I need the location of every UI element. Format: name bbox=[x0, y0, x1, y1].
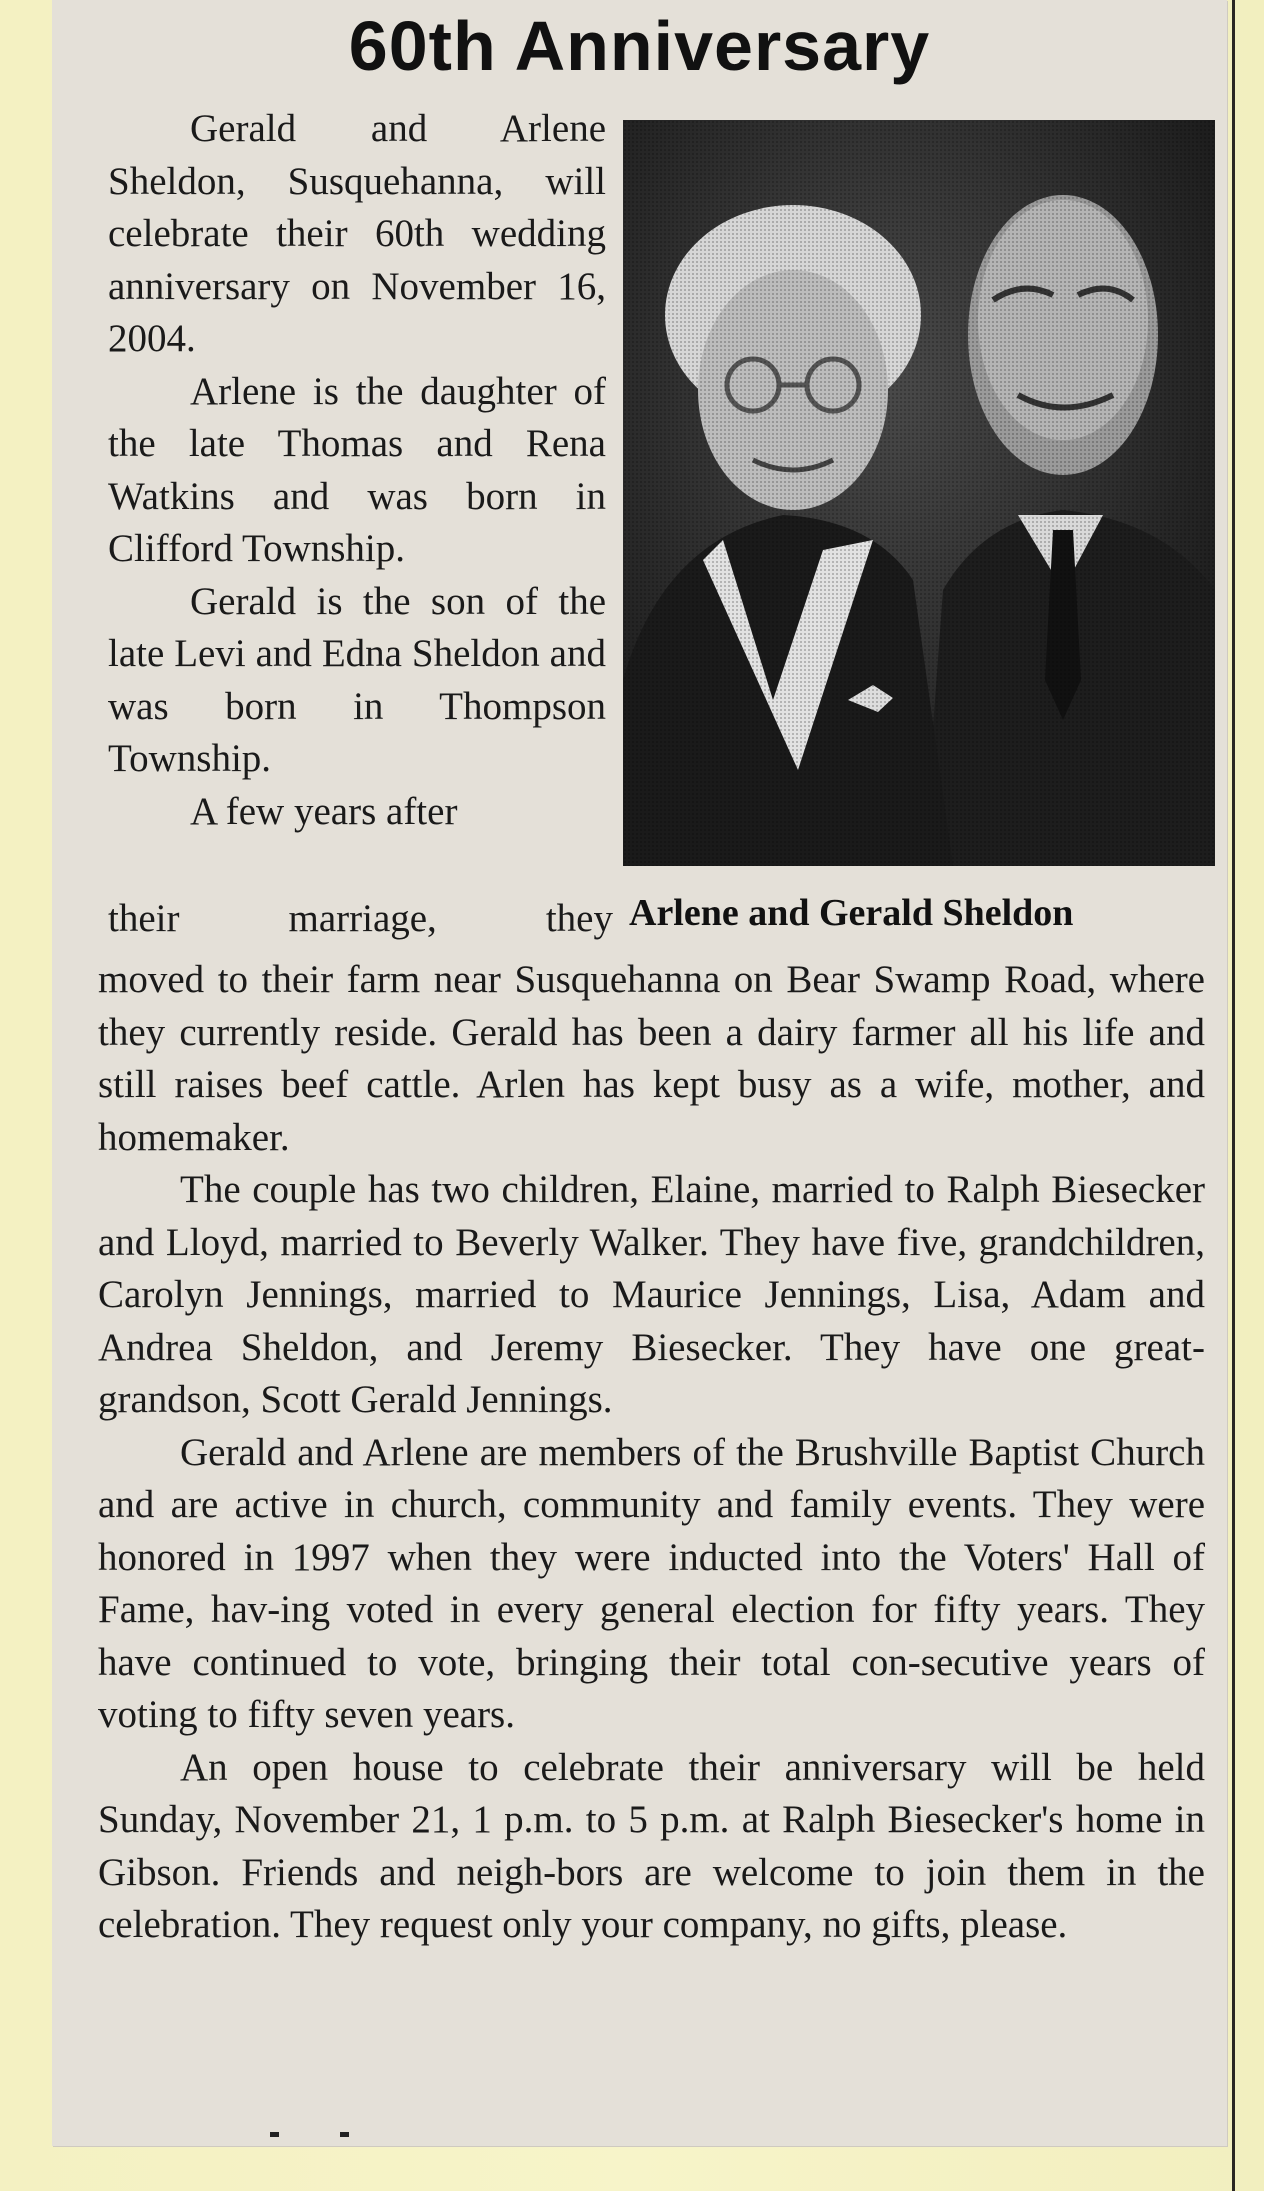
photo-caption: Arlene and Gerald Sheldon bbox=[629, 892, 1074, 934]
paragraph-farm: moved to their farm near Susquehanna on Bear Swamp Road, where they currently reside. Gerald has been a dairy farmer all his life and still raises beef cattle. Arlen has kept busy as a wife, mother, and homemaker. bbox=[98, 958, 1205, 1159]
paragraph-open-house: An open house to celebrate their anniversary will be held Sunday, November 21, 1 p.m. to 5 p.m. at Ralph Biesecker's home in Gibson. Friends and neigh-bors are welcome to join them in the celebration. They request only your company, no gifts, please. bbox=[98, 1745, 1205, 1946]
couple-photo-illustration bbox=[623, 120, 1215, 866]
narrow-column bbox=[108, 103, 606, 838]
paragraph-gerald: Gerald is the son of the late Levi and Edna Sheldon and was born in Thompson Township. bbox=[108, 579, 606, 780]
split-word-left: their bbox=[108, 897, 180, 940]
right-edge-rule bbox=[1232, 0, 1235, 2191]
paragraph-intro: Gerald and Arlene Sheldon, Susquehanna, will celebrate their 60th wedding anniversary on November 16, 2004. bbox=[108, 107, 606, 360]
print-marks bbox=[270, 2132, 370, 2140]
paragraph-family: The couple has two children, Elaine, married to Ralph Biesecker and Lloyd, married to Beverly Walker. They have five, grandchildren, Carolyn Jennings, married to Maurice Jennings, Lisa, Adam and Andrea Sheldon, and Jeremy Biesecker. They have one great-grandson, Scott Gerald Jennings. bbox=[98, 1168, 1205, 1421]
split-word-right: they bbox=[545, 897, 613, 940]
paragraph-arlene: Arlene is the daughter of the late Thomas and Rena Watkins and was born in Clifford Township. bbox=[108, 369, 606, 570]
split-word-middle: marriage, bbox=[288, 897, 437, 940]
headline: 60th Anniversary bbox=[348, 7, 931, 85]
wide-column bbox=[98, 954, 1205, 1952]
split-line bbox=[108, 893, 613, 946]
paragraph-church: Gerald and Arlene are members of the Brushville Baptist Church and are active in church, community and family events. They were honored in 1997 when they were inducted into the Voters' Hall of Fame, hav-ing voted in every general election for fifty years. They have continued to vote, bringing their total con-secutive years of voting to fifty seven years. bbox=[98, 1430, 1205, 1736]
couple-photo bbox=[623, 120, 1215, 866]
paragraph-farm-start: A few years after bbox=[190, 789, 458, 833]
